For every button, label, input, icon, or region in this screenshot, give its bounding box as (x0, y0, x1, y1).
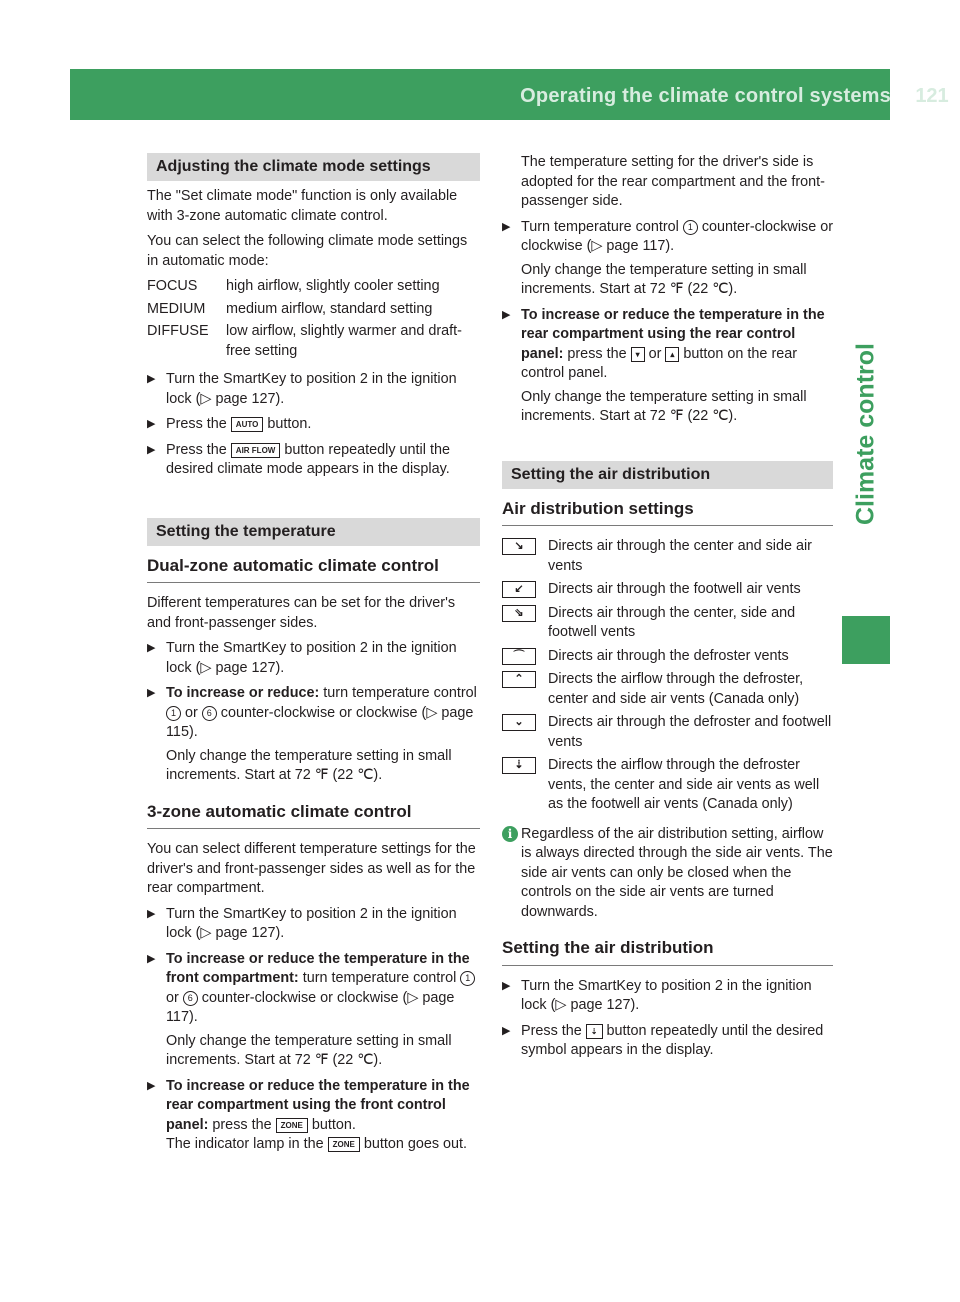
step-marker-icon: ▶ (502, 308, 511, 321)
defroster-footwell-icon: ⌄ (502, 714, 536, 731)
subheading-3-zone: 3-zone automatic climate control (147, 802, 480, 830)
arrow-down-button-icon: ▾ (631, 347, 645, 362)
control-1-icon: 1 (460, 971, 475, 986)
step: ▶ To increase or reduce the temperature in the front compartment: turn temperature control 1 or 6 counter-clockwise or clockwise (▷ page 117). Only change the temperature setting in small increments. Start at 72 ℉ (22 ℃). (147, 950, 480, 1071)
air-setting-row: ⇣ Directs the airflow through the defroster vents, the center and side air vents as well as the footwell air vents (Canada only) (502, 756, 833, 815)
paragraph: You can select the following climate mode settings in automatic mode: (147, 233, 468, 269)
mode-term: DIFFUSE (147, 323, 209, 339)
heading-temperature: Setting the temperature (147, 518, 480, 546)
footwell-vents-icon: ↙ (502, 581, 536, 598)
subheading-dual-zone: Dual-zone automatic climate control (147, 556, 480, 584)
step-note: Only change the temperature setting in small increments. Start at 72 ℉ (22 ℃). (166, 1032, 452, 1068)
info-note: i Regardless of the air distribution setting, airflow is always directed through the side air vents. The side air vents can only be closed when the controls on the side air vents are turned downwards. (502, 825, 833, 923)
control-1-icon: 1 (683, 220, 698, 235)
air-setting-row: ↘ Directs air through the center and side air vents (502, 537, 833, 576)
mode-desc: low airflow, slightly warmer and draft-free setting (226, 323, 462, 359)
step: ▶ Turn the SmartKey to position 2 in the ignition lock (▷ page 127). (147, 640, 457, 676)
left-column (147, 153, 480, 1161)
step-marker-icon: ▶ (147, 373, 156, 385)
step: ▶ Turn the SmartKey to position 2 in the ignition lock (▷ page 127). (147, 905, 457, 941)
heading-air-distribution: Setting the air distribution (502, 461, 833, 489)
subheading-setting-air-distribution: Setting the air distribution (502, 938, 833, 966)
step: ▶ Turn the SmartKey to position 2 in the ignition lock (▷ page 127). (502, 977, 812, 1013)
subheading-air-distribution-settings: Air distribution settings (502, 499, 833, 527)
center-side-vents-icon: ↘ (502, 538, 536, 555)
step-note: Only change the temperature setting in small increments. Start at 72 ℉ (22 ℃). (521, 388, 807, 424)
air-distribution-list (502, 537, 833, 815)
page-header (70, 69, 949, 120)
step: ▶ Press the AIR FLOW button repeatedly until the desired climate mode appears in the display. (147, 441, 450, 477)
climate-mode-list (147, 277, 480, 361)
step-note: Only change the temperature setting in small increments. Start at 72 ℉ (22 ℃). (166, 747, 452, 783)
step-marker-icon: ▶ (502, 1024, 511, 1037)
chapter-side-tab (842, 275, 890, 593)
chapter-label: Climate control (851, 343, 880, 525)
step-marker-icon: ▶ (502, 220, 511, 233)
step: ▶ To increase or reduce the temperature in the rear compartment using the front control panel: press the ZONE button. The indicator lamp in the ZONE button goes out. (147, 1077, 480, 1155)
mode-term: FOCUS (147, 278, 198, 294)
info-icon: i (502, 826, 518, 842)
step-marker-icon: ▶ (147, 687, 156, 699)
auto-button-icon: AUTO (231, 417, 264, 432)
step: ▶ Turn temperature control 1 counter-clockwise or clockwise (▷ page 117). Only change the temperature setting in small increments. Start at 72 ℉ (22 ℃). (502, 218, 833, 300)
control-6-icon: 6 (202, 706, 217, 721)
step-marker-icon: ▶ (147, 443, 156, 456)
step-marker-icon: ▶ (502, 979, 511, 992)
chapter-marker (842, 616, 890, 664)
defroster-center-side-icon: ⌃ (502, 671, 536, 688)
mode-row (147, 277, 480, 297)
air-setting-row: ⌃ Directs the airflow through the defroster, center and side air vents (Canada only) (502, 670, 833, 709)
mode-term: MEDIUM (147, 300, 206, 317)
step-marker-icon: ▶ (147, 642, 156, 654)
paragraph: Different temperatures can be set for the driver's and front-passenger sides. (147, 595, 456, 631)
control-1-icon: 1 (166, 706, 181, 721)
air-setting-row: ⌄ Directs air through the defroster and footwell vents (502, 713, 833, 752)
step: ▶ Press the AUTO button. (147, 415, 480, 435)
step-note: The indicator lamp in the ZONE button goes out. (166, 1136, 468, 1152)
step-marker-icon: ▶ (147, 952, 156, 965)
step: ▶ Turn the SmartKey to position 2 in the ignition lock (▷ page 127). (147, 371, 457, 407)
step: ▶ Press the ⇣ button repeatedly until the desired symbol appears in the display. (502, 1022, 824, 1058)
step-marker-icon: ▶ (147, 907, 156, 920)
mode-row (147, 300, 480, 320)
center-side-footwell-icon: ⇘ (502, 605, 536, 622)
control-6-icon: 6 (183, 991, 198, 1006)
zone-button-icon: ZONE (328, 1137, 360, 1152)
arrow-up-button-icon: ▴ (665, 347, 679, 362)
defroster-icon: ⌒ (502, 648, 536, 665)
air-setting-row: ↙ Directs air through the footwell air vents (502, 580, 833, 600)
air-setting-row: ⇘ Directs air through the center, side and footwell vents (502, 604, 833, 643)
air-setting-row: ⌒ Directs air through the defroster vents (502, 647, 833, 667)
mode-desc: medium airflow, standard setting (226, 300, 433, 317)
step: ▶ To increase or reduce the temperature in the rear compartment using the rear control panel: press the ▾ or ▴ button on the rear control panel. Only change the temperature setting in small increments. Start at 72 ℉ (22 ℃). (502, 306, 833, 427)
page-number: 121 (915, 85, 949, 107)
right-column (502, 153, 833, 1067)
step-marker-icon: ▶ (147, 418, 156, 430)
step-note: Only change the temperature setting in small increments. Start at 72 ℉ (22 ℃). (521, 261, 807, 297)
step: ▶ To increase or reduce: turn temperature control 1 or 6 counter-clockwise or clockwise (▷ page 115). Only change the temperature setting in small increments. Start at 72 ℉ (22 ℃). (147, 684, 480, 786)
section-title: Operating the climate control systems (520, 85, 891, 107)
paragraph: The temperature setting for the driver's side is adopted for the rear compartment and the front-passenger side. (521, 154, 825, 209)
airflow-button-icon: AIR FLOW (231, 443, 281, 458)
step-marker-icon: ▶ (147, 1079, 156, 1092)
paragraph: You can select different temperature settings for the driver's and front-passenger sides as well as for the rear compartment. (147, 841, 476, 896)
zone-button-icon: ZONE (276, 1118, 308, 1133)
paragraph: The "Set climate mode" function is only available with 3-zone automatic climate control. (147, 188, 458, 224)
mode-desc: high airflow, slightly cooler setting (226, 278, 440, 294)
mode-row (147, 322, 480, 361)
all-vents-icon: ⇣ (502, 757, 536, 774)
air-distribution-button-icon: ⇣ (586, 1024, 603, 1039)
heading-climate-mode: Adjusting the climate mode settings (147, 153, 480, 181)
